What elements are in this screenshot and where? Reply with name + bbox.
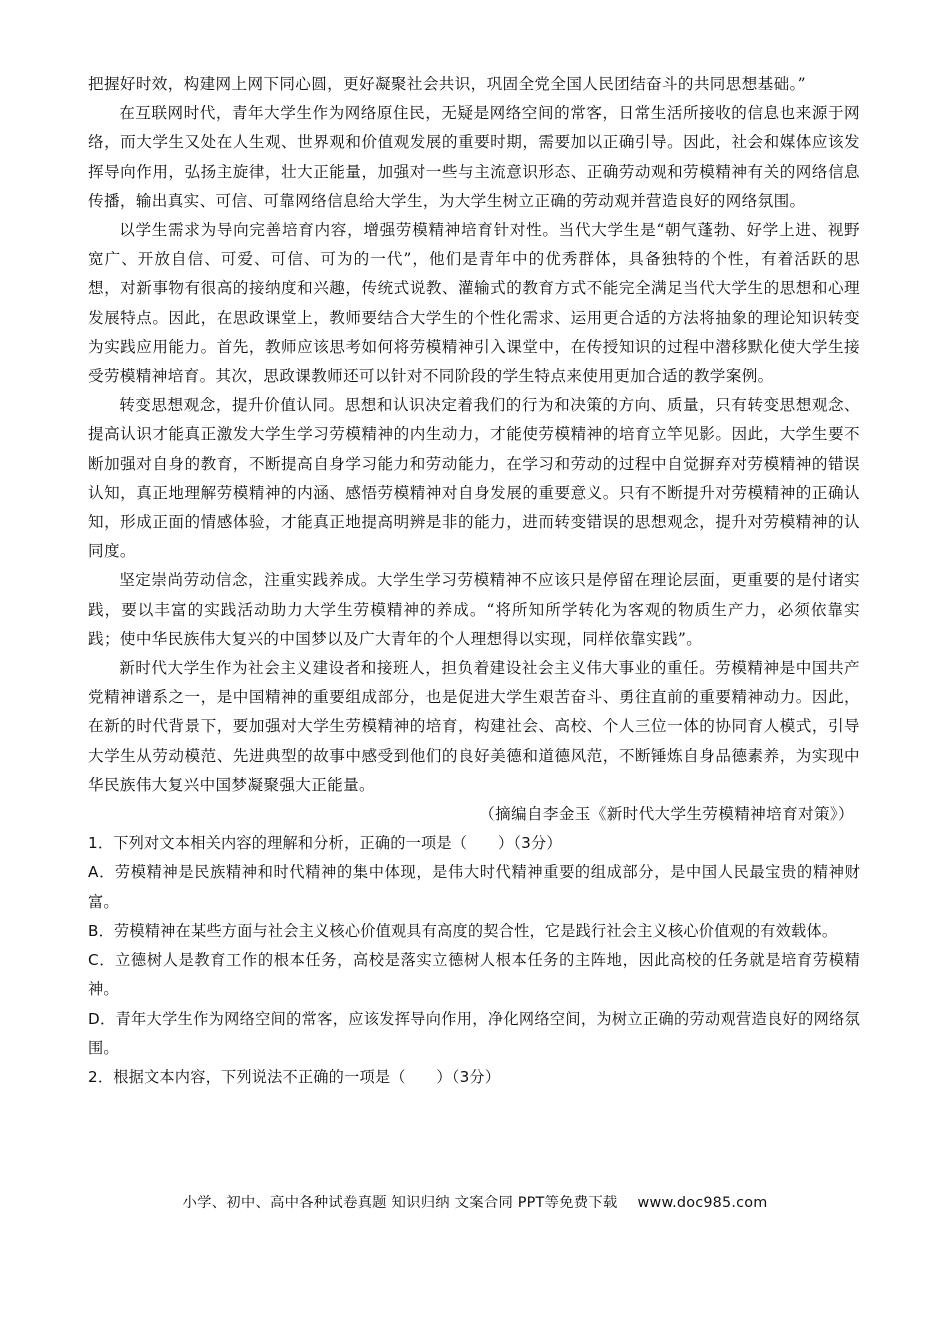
question-1-option-d: D．青年大学生作为网络空间的常客，应该发挥导向作用，净化网络空间，为树立正确的劳动观营造良好的网络氛围。 [88, 1009, 860, 1057]
question-2-stem: 2．根据文本内容，下列说法不正确的一项是（ ）（3分） [88, 1067, 501, 1086]
footer-text: 小学、初中、高中各种试卷真题 知识归纳 文案合同 PPT等免费下载 [182, 1195, 618, 1211]
passage-paragraph-internet-era: 在互联网时代，青年大学生作为网络原住民，无疑是网络空间的常客，日常生活所接收的信息也来源于网络，而大学生又处在人生观、世界观和价值观发展的重要时期，需要加以正确引导。因此，社会和媒体应该发挥导向作用，弘扬主旋律，壮大正能量，加强对一些与主流意识形态、正确劳动观和劳模精神有关的网络信息传播，输出真实、可信、可靠网络信息给大学生，为大学生树立正确的劳动观并营造良好的网络氛围。 [88, 104, 860, 210]
question-1-option-c: C．立德树人是教育工作的根本任务，高校是落实立德树人根本任务的主阵地，因此高校的任务就是培育劳模精神。 [88, 951, 860, 999]
passage-paragraph-student-needs: 以学生需求为导向完善培育内容，增强劳模精神培育针对性。当代大学生是“朝气蓬勃、好学上进、视野宽广、开放自信、可爱、可信、可为的一代”，他们是青年中的优秀群体，具备独特的个性，有着活跃的思想，对新事物有很高的接纳度和兴趣，传统式说教、灌输式的教育方式不能完全满足当代大学生的思想和心理发展特点。因此，在思政课堂上，教师要结合大学生的个性化需求、运用更合适的方法将抽象的理论知识转变为实践应用能力。首先，教师应该思考如何将劳模精神引入课堂中，在传授知识的过程中潜移默化使大学生接受劳模精神培育。其次，思政课教师还可以针对不同阶段的学生特点来使用更加合适的教学案例。 [88, 221, 860, 386]
question-1-option-a: A．劳模精神是民族精神和时代精神的集中体现，是伟大时代精神重要的组成部分，是中国人民最宝贵的精神财富。 [88, 863, 860, 911]
question-1-option-b: B．劳模精神在某些方面与社会主义核心价值观具有高度的契合性，它是践行社会主义核心价值观的有效载体。 [88, 921, 838, 940]
passage-paragraph-practice: 坚定崇尚劳动信念，注重实践养成。大学生学习劳模精神不应该只是停留在理论层面，更重要的是付诸实践，要以丰富的实践活动助力大学生劳模精神的养成。“将所知所学转化为客观的物质生产力，必须依靠实践；使中华民族伟大复兴的中国梦以及广大青年的个人理想得以实现，同样依靠实践”。 [88, 571, 860, 648]
passage-source: （摘编自李金玉《新时代大学生劳模精神培育对策》） [479, 805, 854, 824]
question-1-stem: 1．下列对文本相关内容的理解和分析，正确的一项是（ ）（3分） [88, 834, 562, 853]
footer-url: www.doc985.com [637, 1195, 768, 1211]
passage-paragraph-conclusion: 新时代大学生作为社会主义建设者和接班人，担负着建设社会主义伟大事业的重任。劳模精神是中国共产党精神谱系之一，是中国精神的重要组成部分，也是促进大学生艰苦奋斗、勇往直前的重要精神动力。因此，在新的时代背景下，要加强对大学生劳模精神的培育，构建社会、高校、个人三位一体的协同育人模式，引导大学生从劳动模范、先进典型的故事中感受到他们的良好美德和道德风范，不断锤炼自身品德素养，为实现中华民族伟大复兴中国梦凝聚强大正能量。 [88, 659, 860, 794]
page-footer [0, 1191, 950, 1212]
passage-paragraph-change-mindset: 转变思想观念，提升价值认同。思想和认识决定着我们的行为和决策的方向、质量，只有转变思想观念、提高认识才能真正激发大学生学习劳模精神的内生动力，才能使劳模精神的培育立竿见影。因此，大学生要不断加强对自身的教育，不断提高自身学习能力和劳动能力，在学习和劳动的过程中自觉摒弃对劳模精神的错误认知，真正地理解劳模精神的内涵、感悟劳模精神对自身发展的重要意义。只有不断提升对劳模精神的正确认知，形成正面的情感体验，才能真正地提高明辨是非的能力，进而转变错误的思想观念，提升对劳模精神的认同度。 [88, 396, 860, 561]
passage-paragraph-continued: 把握好时效，构建网上网下同心圆，更好凝聚社会共识，巩固全党全国人民团结奋斗的共同思想基础。” [88, 75, 806, 93]
page-content [88, 70, 860, 1092]
